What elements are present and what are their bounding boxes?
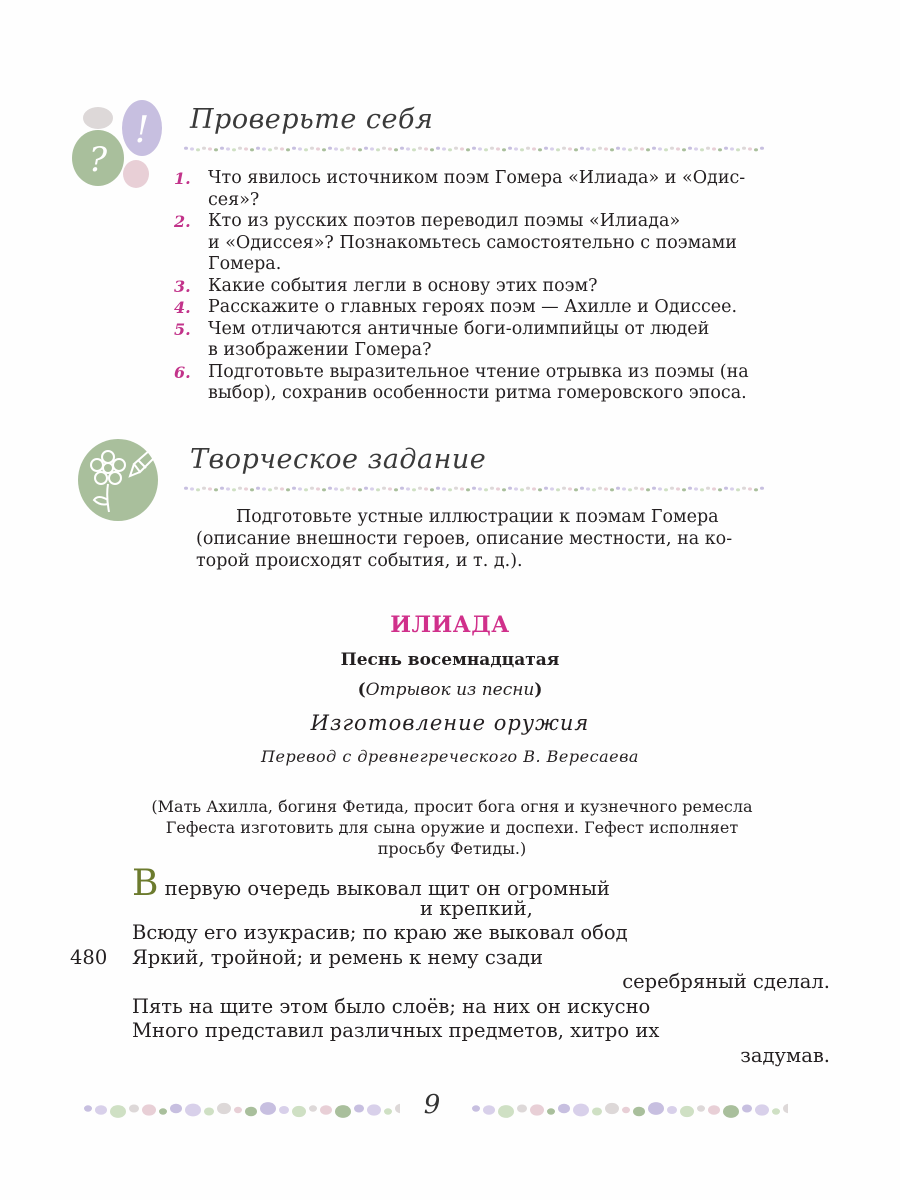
decor-dot (628, 488, 632, 491)
decor-dot (648, 1102, 664, 1115)
decor-dot (472, 487, 476, 490)
decor-dot (478, 147, 482, 150)
decor-dot (466, 488, 470, 491)
decor-dot (550, 147, 554, 150)
decor-dot (418, 147, 422, 150)
decor-dot (95, 1105, 107, 1115)
decor-dot (322, 148, 326, 151)
decor-dot (712, 147, 716, 150)
decor-dot (466, 148, 470, 151)
decor-dot (472, 147, 476, 150)
decor-dot (708, 1105, 720, 1115)
questions-list (170, 168, 810, 405)
decor-dot (190, 147, 194, 150)
decor-dot (604, 147, 608, 150)
decor-dot (742, 147, 746, 150)
decor-dot (532, 487, 536, 490)
question-text: Подготовьте выразительное чтение отрывка из поэмы (на выбор), сохранив особенности ритма гомеровского эпоса. (208, 361, 749, 403)
decor-dot (496, 147, 500, 150)
decor-dot (204, 1108, 214, 1116)
decor-dot (700, 148, 704, 151)
decor-dot (490, 147, 494, 150)
decor-dot (84, 1105, 92, 1111)
decor-dot (196, 148, 200, 151)
decor-dot (184, 487, 188, 490)
decor-dot (110, 1105, 126, 1118)
decor-dot (384, 1108, 392, 1114)
decor-dot (250, 148, 254, 151)
decor-dot (502, 488, 506, 491)
flower-pencil-icon (76, 438, 166, 524)
decor-dot (592, 488, 596, 491)
dotted-divider (180, 142, 770, 156)
question-text: Кто из русских поэтов переводил поэмы «Илиада» и «Одиссея»? Познакомьтесь самостоятельно с поэмами Гомера. (208, 211, 737, 274)
decor-dot (202, 147, 206, 150)
decor-dot (454, 147, 458, 150)
decor-dot (262, 487, 266, 490)
decor-dot (652, 487, 656, 490)
decor-dot (634, 147, 638, 150)
decor-dot (682, 148, 686, 151)
decor-dot (592, 148, 596, 151)
list-item (170, 168, 810, 211)
decor-dot (646, 488, 650, 491)
page-number: 9 (423, 1090, 441, 1120)
decor-dot (610, 488, 614, 491)
intro-paragraph: (Мать Ахилла, богиня Фетида, просит бога огня и кузнечного ремесла Гефеста изготовить для сына оружие и доспехи. Гефест исполняет просьбу Фетиды.) (151, 797, 753, 858)
decor-dot (502, 148, 506, 151)
decor-dot (250, 488, 254, 491)
decor-dot (682, 488, 686, 491)
decor-dot (279, 1106, 289, 1114)
decor-dot (688, 147, 692, 150)
decor-dot (232, 488, 236, 491)
decor-dot (628, 148, 632, 151)
decor-dot (694, 487, 698, 490)
decor-dot (159, 1108, 167, 1114)
decor-dot (238, 487, 242, 490)
decor-dot (382, 147, 386, 150)
decor-dot (268, 488, 272, 491)
decor-dot (376, 488, 380, 491)
decor-dot (658, 487, 662, 490)
decor-dot (748, 487, 752, 490)
decor-dot (208, 487, 212, 490)
decor-dot (652, 147, 656, 150)
decor-dot (304, 148, 308, 151)
decor-dot (724, 147, 728, 150)
decor-dot (748, 147, 752, 150)
decor-dot (292, 147, 296, 150)
question-text: Чем отличаются античные боги-олимпийцы от людей в изображении Гомера? (208, 318, 710, 360)
decor-dot (558, 1104, 570, 1114)
decor-dot (526, 487, 530, 490)
decor-dot (562, 487, 566, 490)
decor-dot (436, 147, 440, 150)
footer-dots-right (468, 1098, 788, 1126)
drop-cap: В (132, 863, 159, 904)
decor-dot (388, 487, 392, 490)
decor-dot (676, 147, 680, 150)
decor-dot (226, 147, 230, 150)
decor-dot (448, 148, 452, 151)
decor-dot (586, 487, 590, 490)
decor-dot (184, 147, 188, 150)
decor-dot (316, 147, 320, 150)
decor-dot (370, 487, 374, 490)
decor-dot (309, 1105, 317, 1111)
decor-dot (320, 1105, 332, 1115)
decor-dot (214, 488, 218, 491)
decor-dot (280, 147, 284, 150)
decor-dot (190, 487, 194, 490)
decor-dot (568, 487, 572, 490)
decor-dot (742, 487, 746, 490)
decor-dot (185, 1104, 201, 1117)
decor-dot (544, 487, 548, 490)
decor-dot (496, 487, 500, 490)
decor-dot (760, 147, 764, 150)
decor-dot (667, 1106, 677, 1114)
decor-dot (304, 488, 308, 491)
decor-dot (670, 487, 674, 490)
decor-dot (424, 487, 428, 490)
decor-dot (406, 487, 410, 490)
poem-line: Всюду его изукрасив; по краю же выковал обод (132, 921, 628, 944)
decor-dot (664, 148, 668, 151)
decor-dot (217, 1103, 231, 1114)
check-yourself-icon (66, 98, 176, 198)
decor-dot (430, 148, 434, 151)
decor-dot (484, 488, 488, 491)
decor-dot (664, 488, 668, 491)
decor-dot (688, 487, 692, 490)
decor-dot (517, 1105, 527, 1113)
decor-dot (508, 487, 512, 490)
decor-dot (520, 488, 524, 491)
decor-dot (412, 148, 416, 151)
decor-dot (394, 488, 398, 491)
decor-dot (706, 487, 710, 490)
poem-line: 480 Яркий, тройной; и ремень к нему сзади (70, 945, 544, 969)
decor-dot (574, 148, 578, 151)
decor-dot (334, 487, 338, 490)
decor-dot (697, 1105, 705, 1111)
decor-dot (562, 147, 566, 150)
decor-dot (514, 487, 518, 490)
decor-dot (245, 1107, 257, 1117)
decor-dot (574, 488, 578, 491)
decor-dot (718, 488, 722, 491)
decor-dot (260, 1102, 276, 1115)
list-item (170, 211, 810, 276)
decor-dot (483, 1105, 495, 1115)
decor-dot (346, 487, 350, 490)
decor-dot (322, 488, 326, 491)
poem-line: Пять на щите этом было слоёв; на них он искусно (132, 994, 651, 1018)
decor-dot (694, 147, 698, 150)
decor-dot (442, 487, 446, 490)
decor-dot (754, 148, 758, 151)
decor-dot (610, 148, 614, 151)
creative-task-text: Подготовьте устные иллюстрации к поэмам Гомера (описание внешности героев, описание местности, на ко- торой происходят события, и т. д.). (196, 507, 733, 571)
decor-dot (328, 487, 332, 490)
decor-dot (220, 487, 224, 490)
check-yourself-title: Проверьте себя (190, 104, 434, 135)
decor-dot (358, 148, 362, 151)
question-text: Что явилось источником поэм Гомера «Илиада» и «Одис- сея»? (208, 168, 746, 210)
decor-dot (478, 487, 482, 490)
decor-dot (196, 488, 200, 491)
work-title: ИЛИАДА (390, 612, 510, 638)
decor-dot (604, 487, 608, 490)
decor-dot (472, 1105, 480, 1111)
question-text: Расскажите о главных героях поэм — Ахилле и Одиссее. (208, 297, 738, 317)
decor-dot (274, 487, 278, 490)
decor-dot (418, 487, 422, 490)
decor-dot (268, 148, 272, 151)
decor-dot (460, 147, 464, 150)
decor-dot (598, 487, 602, 490)
creative-task-title: Творческое задание (190, 444, 487, 475)
decor-dot (232, 148, 236, 151)
decor-dot (592, 1108, 602, 1116)
decor-dot (544, 147, 548, 150)
decor-dot (256, 487, 260, 490)
decor-dot (394, 148, 398, 151)
decor-dot (226, 487, 230, 490)
decor-dot (214, 148, 218, 151)
decor-dot (244, 487, 248, 490)
decor-dot (354, 1105, 364, 1113)
decor-dot (783, 1104, 788, 1114)
decor-dot (310, 147, 314, 150)
decor-dot (448, 488, 452, 491)
excerpt-note: (Отрывок из песни) (357, 680, 543, 700)
decor-dot (640, 487, 644, 490)
poem-line: В первую очередь выковал щит он огромный (132, 863, 610, 904)
decor-dot (622, 1107, 630, 1113)
decor-dot (658, 147, 662, 150)
decor-dot (616, 487, 620, 490)
decor-dot (406, 147, 410, 150)
question-number: 2. (174, 212, 191, 231)
decor-dot (298, 487, 302, 490)
list-item (170, 297, 810, 319)
decor-dot (605, 1103, 619, 1114)
decor-dot (730, 487, 734, 490)
decor-dot (598, 147, 602, 150)
decor-dot (400, 487, 404, 490)
decor-dot (723, 1105, 739, 1118)
decor-dot (538, 148, 542, 151)
decor-dot (220, 147, 224, 150)
decor-dot (514, 147, 518, 150)
decor-dot (430, 488, 434, 491)
decor-dot (274, 147, 278, 150)
decor-dot (364, 487, 368, 490)
question-number: 6. (174, 362, 191, 382)
decor-dot (256, 147, 260, 150)
question-number: 5. (174, 319, 191, 339)
decor-dot (244, 147, 248, 150)
dotted-divider (180, 482, 770, 496)
decor-dot (400, 147, 404, 150)
list-item (170, 276, 810, 298)
decor-dot (700, 488, 704, 491)
decor-dot (346, 147, 350, 150)
decor-dot (586, 147, 590, 150)
decor-dot (376, 148, 380, 151)
decor-dot (202, 487, 206, 490)
decor-dot (382, 487, 386, 490)
decor-dot (724, 487, 728, 490)
decor-dot (712, 487, 716, 490)
decor-dot (436, 487, 440, 490)
poem-line: серебряный сделал. (622, 970, 830, 993)
decor-dot (718, 148, 722, 151)
poem-line: Много представил различных предметов, хитро их (132, 1019, 660, 1042)
decor-dot (520, 148, 524, 151)
decor-dot (538, 488, 542, 491)
poem-line: и крепкий, (420, 896, 533, 920)
decor-dot (755, 1104, 769, 1115)
decor-dot (286, 488, 290, 491)
decor-dot (742, 1105, 752, 1113)
decor-dot (676, 487, 680, 490)
decor-dot (640, 147, 644, 150)
decor-dot (530, 1104, 544, 1115)
decor-dot (634, 487, 638, 490)
decor-dot (736, 488, 740, 491)
chapter-subtitle: Изготовление оружия (310, 711, 590, 735)
decor-dot (772, 1108, 780, 1114)
decor-dot (316, 487, 320, 490)
decor-dot (142, 1104, 156, 1115)
decor-dot (498, 1105, 514, 1118)
decor-dot (208, 147, 212, 150)
decor-dot (460, 487, 464, 490)
translator-credit: Перевод с древнегреческого В. Вересаева (261, 747, 639, 766)
decor-dot (234, 1107, 242, 1113)
question-text: Какие события легли в основу этих поэм? (208, 275, 598, 296)
poem-excerpt (70, 863, 830, 1068)
poem-line: задумав. (740, 1043, 830, 1067)
decor-dot (622, 147, 626, 150)
line-number: 480 (70, 945, 108, 969)
svg-text:?: ? (88, 140, 108, 180)
decor-dot (412, 488, 416, 491)
decor-dot (646, 148, 650, 151)
footer-dots-left (80, 1098, 400, 1126)
decor-dot (364, 147, 368, 150)
decor-dot (328, 147, 332, 150)
question-number: 1. (174, 169, 191, 188)
list-item (170, 319, 810, 362)
question-number: 3. (174, 276, 191, 296)
decor-dot (340, 488, 344, 491)
decor-dot (508, 147, 512, 150)
decor-dot (292, 487, 296, 490)
decor-dot (633, 1107, 645, 1117)
decor-dot (580, 147, 584, 150)
decor-dot (170, 1104, 182, 1114)
decor-dot (298, 147, 302, 150)
list-item (170, 362, 810, 405)
decor-dot (706, 147, 710, 150)
decor-dot (670, 147, 674, 150)
question-number: 4. (174, 298, 191, 317)
decor-dot (238, 147, 242, 150)
decor-dot (352, 487, 356, 490)
decor-dot (580, 487, 584, 490)
decor-dot (367, 1104, 381, 1115)
decor-dot (286, 148, 290, 151)
decor-dot (754, 488, 758, 491)
decor-dot (484, 148, 488, 151)
decor-dot (490, 487, 494, 490)
decor-dot (550, 487, 554, 490)
decor-dot (556, 148, 560, 151)
decor-dot (454, 487, 458, 490)
decor-dot (616, 147, 620, 150)
song-title: Песнь восемнадцатая (340, 650, 560, 670)
decor-dot (760, 487, 764, 490)
decor-dot (573, 1104, 589, 1117)
decor-dot (532, 147, 536, 150)
decor-dot (370, 147, 374, 150)
decor-dot (424, 147, 428, 150)
decor-dot (340, 148, 344, 151)
decor-dot (310, 487, 314, 490)
decor-dot (292, 1106, 306, 1117)
decor-dot (680, 1106, 694, 1117)
decor-dot (280, 487, 284, 490)
decor-dot (358, 488, 362, 491)
decor-dot (556, 488, 560, 491)
decor-dot (730, 147, 734, 150)
svg-text:!: ! (134, 110, 150, 151)
decor-dot (262, 147, 266, 150)
decor-dot (547, 1108, 555, 1114)
decor-dot (526, 147, 530, 150)
decor-dot (622, 487, 626, 490)
decor-dot (335, 1105, 351, 1118)
decor-dot (352, 147, 356, 150)
decor-dot (334, 147, 338, 150)
decor-dot (736, 148, 740, 151)
decor-dot (442, 147, 446, 150)
decor-dot (129, 1105, 139, 1113)
decor-dot (568, 147, 572, 150)
decor-dot (388, 147, 392, 150)
